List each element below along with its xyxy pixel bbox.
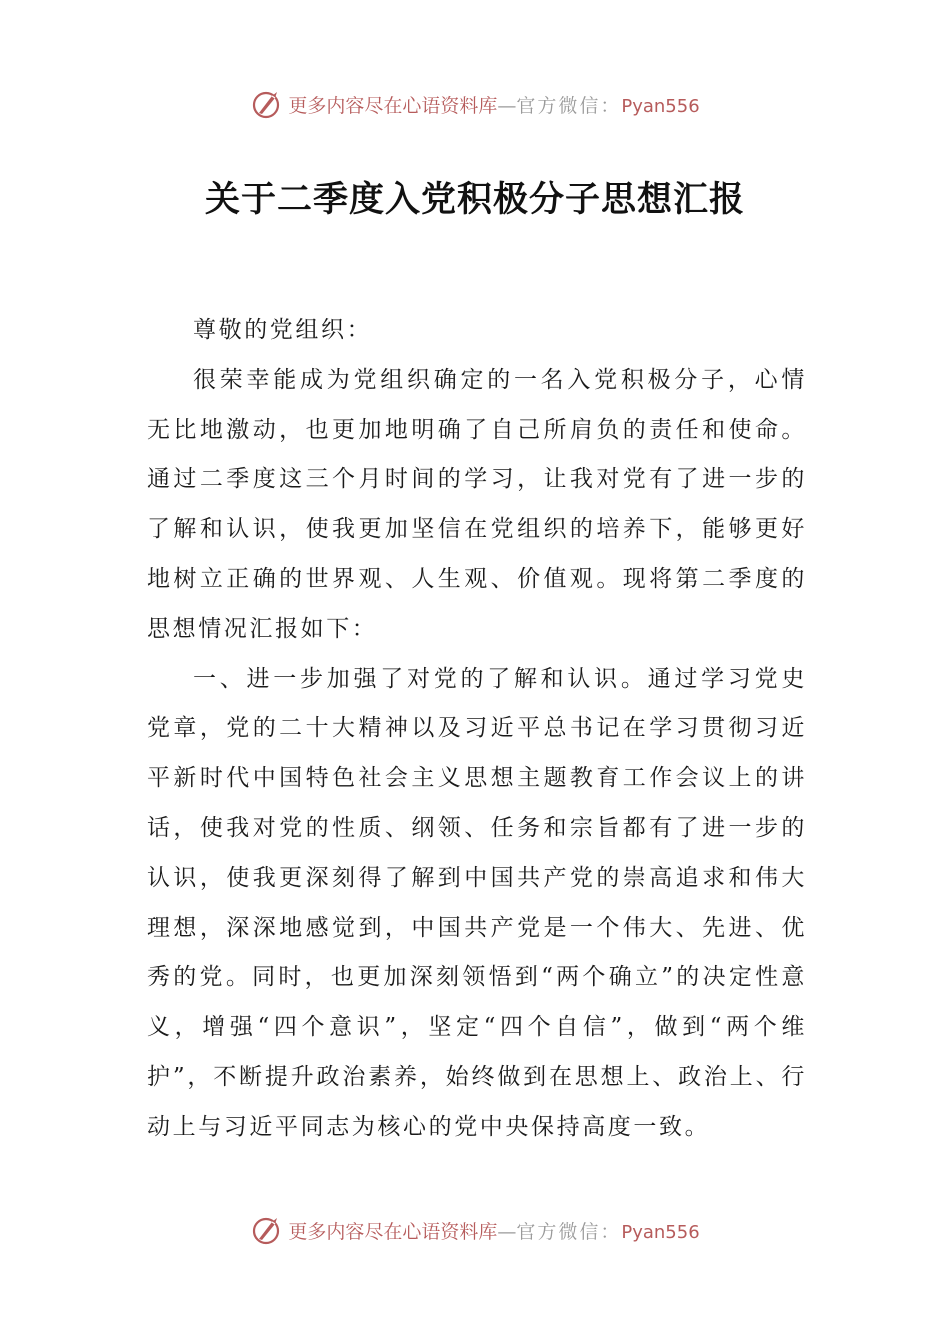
watermark-separator: — <box>497 94 517 117</box>
watermark-official-label: 官方微信： <box>516 94 622 117</box>
footer-watermark <box>0 1210 950 1250</box>
watermark-wechat-id: Pyan556 <box>621 95 700 117</box>
salutation: 尊敬的党组织： <box>193 317 373 343</box>
watermark-official-label: 官方微信： <box>516 1220 622 1243</box>
watermark-separator: — <box>497 1220 517 1243</box>
paragraph-section-1: 一、进一步加强了对党的了解和认识。通过学习党史党章，党的二十大精神以及习近平总书记在学习贯彻习近平新时代中国特色社会主义思想主题教育工作会议上的讲话，使我对党的性质、纲领、任务和宗旨都有了进一步的认识，使我更深刻得了解到中国共产党的崇高追求和伟大理想，深深地感觉到，中国共产党是一个伟大、先进、优秀的党。同时，也更加深刻领悟到“两个确立”的决定性意义，增强“四个意识”，坚定“四个自信”，做到“两个维护”，不断提升政治素养，始终做到在思想上、政治上、行动上与习近平同志为核心的党中央保持高度一致。 <box>147 665 807 1140</box>
paragraph-intro: 很荣幸能成为党组织确定的一名入党积极分子，心情无比地激动，也更加地明确了自己所肩负的责任和使命。通过二季度这三个月时间的学习，让我对党有了进一步的了解和认识，使我更加坚信在党组织的培养下，能够更好地树立正确的世界观、人生观、价值观。现将第二季度的思想情况汇报如下： <box>147 366 807 642</box>
watermark-slogan: 更多内容尽在心语资料库 <box>288 94 498 117</box>
watermark-text <box>288 1217 699 1244</box>
header-watermark <box>0 84 950 124</box>
watermark-slogan: 更多内容尽在心语资料库 <box>288 1220 498 1243</box>
watermark-wechat-id: Pyan556 <box>621 1221 700 1243</box>
pen-nib-circle-icon <box>250 1213 284 1247</box>
document-title: 关于二季度入党积极分子思想汇报 <box>204 180 745 220</box>
pen-nib-circle-icon <box>250 87 284 121</box>
watermark-text <box>288 91 699 118</box>
document-body <box>147 306 807 1153</box>
